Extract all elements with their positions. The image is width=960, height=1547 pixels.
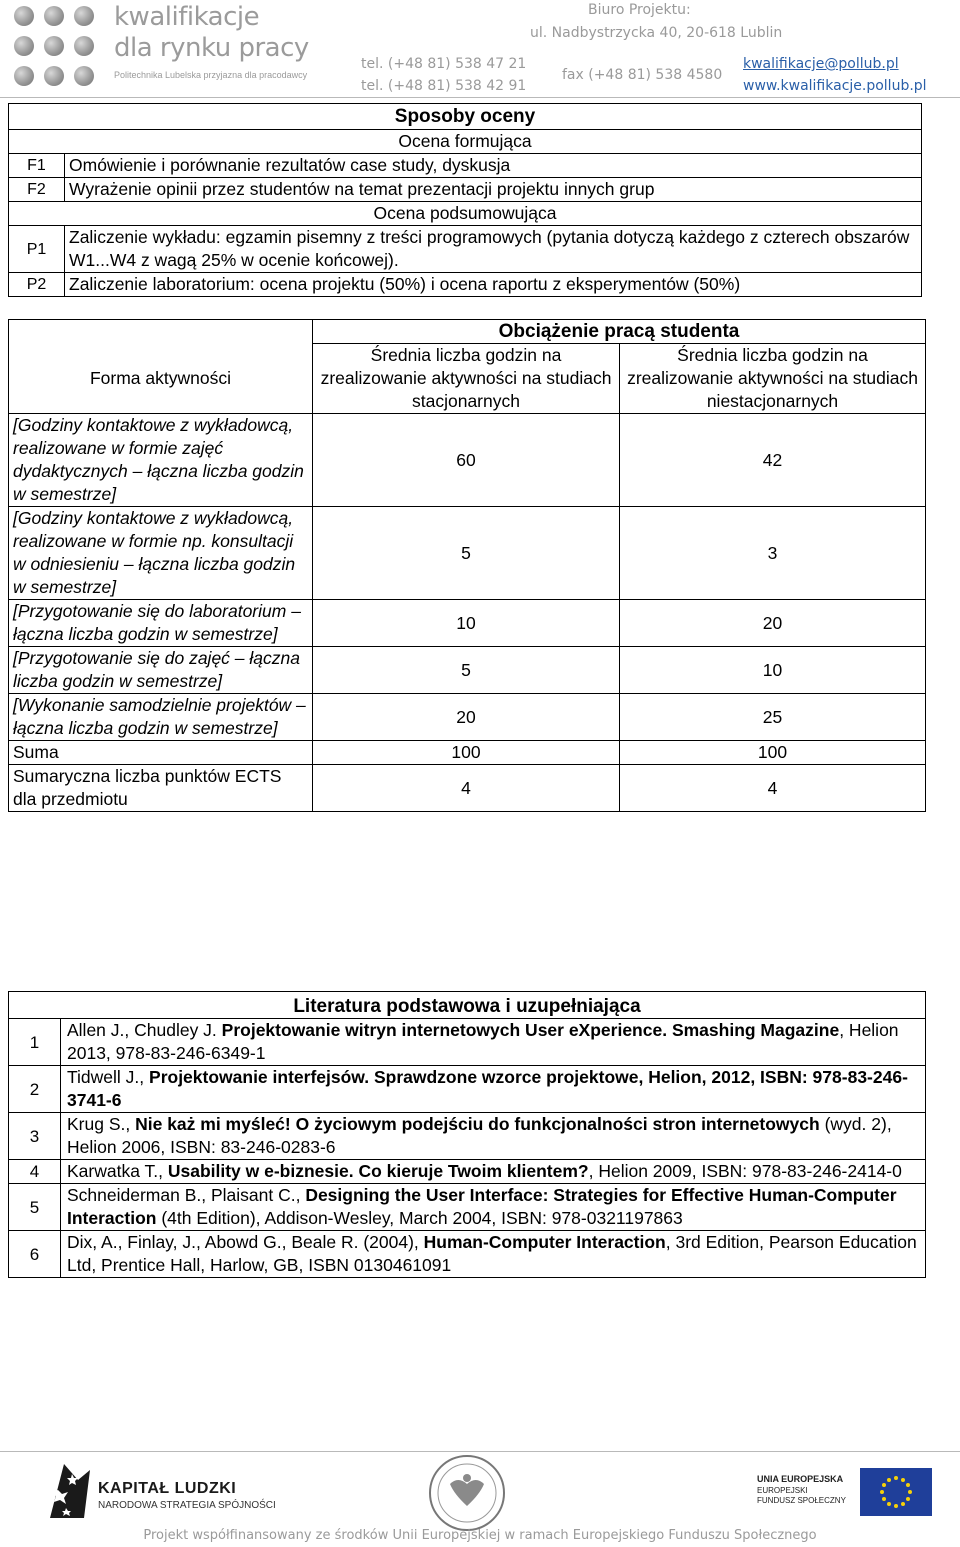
literature-details: (4th Edition), Addison-Wesley, March 2004, ISBN: 978-0321197863 [156,1208,683,1228]
literature-authors: Karwatka T., [67,1161,168,1181]
page-header [0,0,960,100]
ects-label: Sumaryczna liczba punktów ECTS dla przedmiotu [9,765,313,812]
sum-part-time: 100 [620,741,926,765]
list-item [9,1113,926,1160]
literature-title: Literatura podstawowa i uzupełniająca [9,992,926,1019]
phone-1: tel. (+48 81) 538 47 21 [361,56,527,72]
literature-details: , Helion 2009, ISBN: 978-83-246-2414-0 [588,1161,902,1181]
hours-part-time: 25 [620,694,926,741]
header-divider [0,97,960,98]
ects-full-time: 4 [313,765,620,812]
hours-full-time: 10 [313,600,620,647]
hours-full-time: 5 [313,507,620,600]
list-item [9,1231,926,1278]
formative-heading: Ocena formująca [9,130,922,154]
assessment-title: Sposoby oceny [9,104,922,130]
list-item [9,1019,926,1066]
col-activity-header: Forma aktywności [9,344,313,414]
assessment-table [8,103,922,297]
table-row [9,647,926,694]
activity-label: [Godziny kontaktowe z wykładowcą, realizowane w formie zajęć dydaktycznych – łączna liczba godzin w semestrze] [9,414,313,507]
office-address: ul. Nadbystrzycka 40, 20-618 Lublin [530,25,783,41]
col-full-time-header: Średnia liczba godzin na zrealizowanie aktywności na studiach stacjonarnych [313,344,620,414]
literature-entry [61,1019,926,1066]
hours-full-time: 60 [313,414,620,507]
summative-heading: Ocena podsumowująca [9,202,922,226]
literature-authors: Dix, A., Finlay, J., Abowd G., Beale R. (2004), [67,1232,424,1252]
hours-part-time: 42 [620,414,926,507]
list-item [9,1066,926,1113]
table-row [9,600,926,647]
literature-number: 1 [9,1019,61,1066]
footer-divider [0,1451,960,1452]
assessment-text: Wyrażenie opinii przez studentów na temat prezentacji projektu innych grup [65,178,922,202]
hours-part-time: 10 [620,647,926,694]
literature-title-text: Human-Computer Interaction [423,1232,666,1252]
literature-number: 6 [9,1231,61,1278]
kapital-ludzki-subtitle: NARODOWA STRATEGIA SPÓJNOŚCI [98,1500,276,1511]
literature-authors: Krug S., [67,1114,136,1134]
university-seal-icon [428,1454,506,1532]
ects-row [9,765,926,812]
assessment-code: F2 [9,178,65,202]
logo-text-line1: kwalifikacje [114,2,260,32]
literature-title-text: Projektowanie witryn internetowych User eXperience. Smashing Magazine [221,1020,840,1040]
sum-full-time: 100 [313,741,620,765]
assessment-text: Zaliczenie laboratorium: ocena projektu (50%) i ocena raportu z eksperymentów (50%) [65,273,922,297]
kapital-ludzki-title: KAPITAŁ LUDZKI [98,1480,237,1497]
sum-label: Suma [9,741,313,765]
literature-authors: Tidwell J., [67,1067,150,1087]
eu-flag-icon [860,1468,932,1516]
table-row [9,694,926,741]
literature-details: , Helion 2013, 978-83-246-6349-1 [67,1020,899,1063]
literature-number: 3 [9,1113,61,1160]
literature-entry [61,1160,926,1184]
literature-table [8,991,926,1278]
literature-authors: Schneiderman B., Plaisant C., [67,1185,306,1205]
literature-number: 5 [9,1184,61,1231]
logo-dots-icon [14,6,104,86]
assessment-code: F1 [9,154,65,178]
literature-entry [61,1113,926,1160]
table-row [9,226,922,273]
table-row [9,273,922,297]
activity-label: [Przygotowanie się do laboratorium – łączna liczba godzin w semestrze] [9,600,313,647]
literature-title-text: Usability w e-biznesie. Co kieruje Twoim klientem? [167,1161,589,1181]
literature-number: 2 [9,1066,61,1113]
assessment-text: Omówienie i porównanie rezultatów case study, dyskusja [65,154,922,178]
activity-label: [Przygotowanie się do zajęć – łączna liczba godzin w semestrze] [9,647,313,694]
assessment-code: P2 [9,273,65,297]
website-link[interactable]: www.kwalifikacje.pollub.pl [743,78,927,94]
literature-number: 4 [9,1160,61,1184]
email-link[interactable]: kwalifikacje@pollub.pl [743,56,899,72]
assessment-code: P1 [9,226,65,273]
literature-title-text: Designing the User Interface: Strategies for Effective Human-Computer Interaction [67,1185,897,1228]
list-item [9,1160,926,1184]
literature-details: , 3rd Edition, Pearson Education Ltd, Prentice Hall, Harlow, GB, ISBN 0130461091 [67,1232,917,1275]
ects-part-time: 4 [620,765,926,812]
table-row [9,414,926,507]
assessment-text: Zaliczenie wykładu: egzamin pisemny z treści programowych (pytania dotyczą każdego z czterech obszarów W1...W4 z wagą 25% w ocenie końcowej). [65,226,922,273]
hours-part-time: 3 [620,507,926,600]
list-item [9,1184,926,1231]
hours-full-time: 5 [313,647,620,694]
kapital-ludzki-logo-icon [44,1460,96,1520]
sum-row [9,741,926,765]
workload-table [8,319,926,812]
literature-title-text: Projektowanie interfejsów. Sprawdzone wzorce projektowe, Helion, 2012, ISBN: 978-83-246-3741-6 [67,1067,908,1110]
hours-full-time: 20 [313,694,620,741]
activity-label: [Wykonanie samodzielnie projektów – łączna liczba godzin w semestrze] [9,694,313,741]
workload-title: Obciążenie pracą studenta [313,320,926,344]
eu-line1: EUROPEJSKI [757,1486,808,1495]
cofinance-note: Projekt współfinansowany ze środków Unii Europejskiej w ramach Europejskiego Funduszu Społecznego [143,1528,817,1543]
literature-details: (wyd. 2), Helion 2006, ISBN: 83-246-0283-6 [67,1114,892,1157]
logo-tagline: Politechnika Lubelska przyjazna dla pracodawcy [114,70,308,80]
activity-label: [Godziny kontaktowe z wykładowcą, realizowane w formie np. konsultacji w odniesieniu – łączna liczba godzin w semestrze] [9,507,313,600]
workload-corner [9,320,313,344]
fax-number: fax (+48 81) 538 4580 [562,67,723,83]
literature-authors: Allen J., Chudley J. [67,1020,222,1040]
table-row [9,154,922,178]
literature-entry [61,1231,926,1278]
office-label: Biuro Projektu: [588,2,691,18]
phone-2: tel. (+48 81) 538 42 91 [361,78,527,94]
table-row [9,507,926,600]
literature-entry [61,1184,926,1231]
literature-entry [61,1066,926,1113]
table-row [9,178,922,202]
col-part-time-header: Średnia liczba godzin na zrealizowanie aktywności na studiach niestacjonarnych [620,344,926,414]
literature-title-text: Nie każ mi myśleć! O życiowym podejściu do funkcjonalności stron internetowych [135,1114,820,1134]
logo-text-line2: dla rynku pracy [114,33,309,63]
eu-line2: FUNDUSZ SPOŁECZNY [757,1496,846,1505]
hours-part-time: 20 [620,600,926,647]
eu-title: UNIA EUROPEJSKA [757,1474,844,1484]
